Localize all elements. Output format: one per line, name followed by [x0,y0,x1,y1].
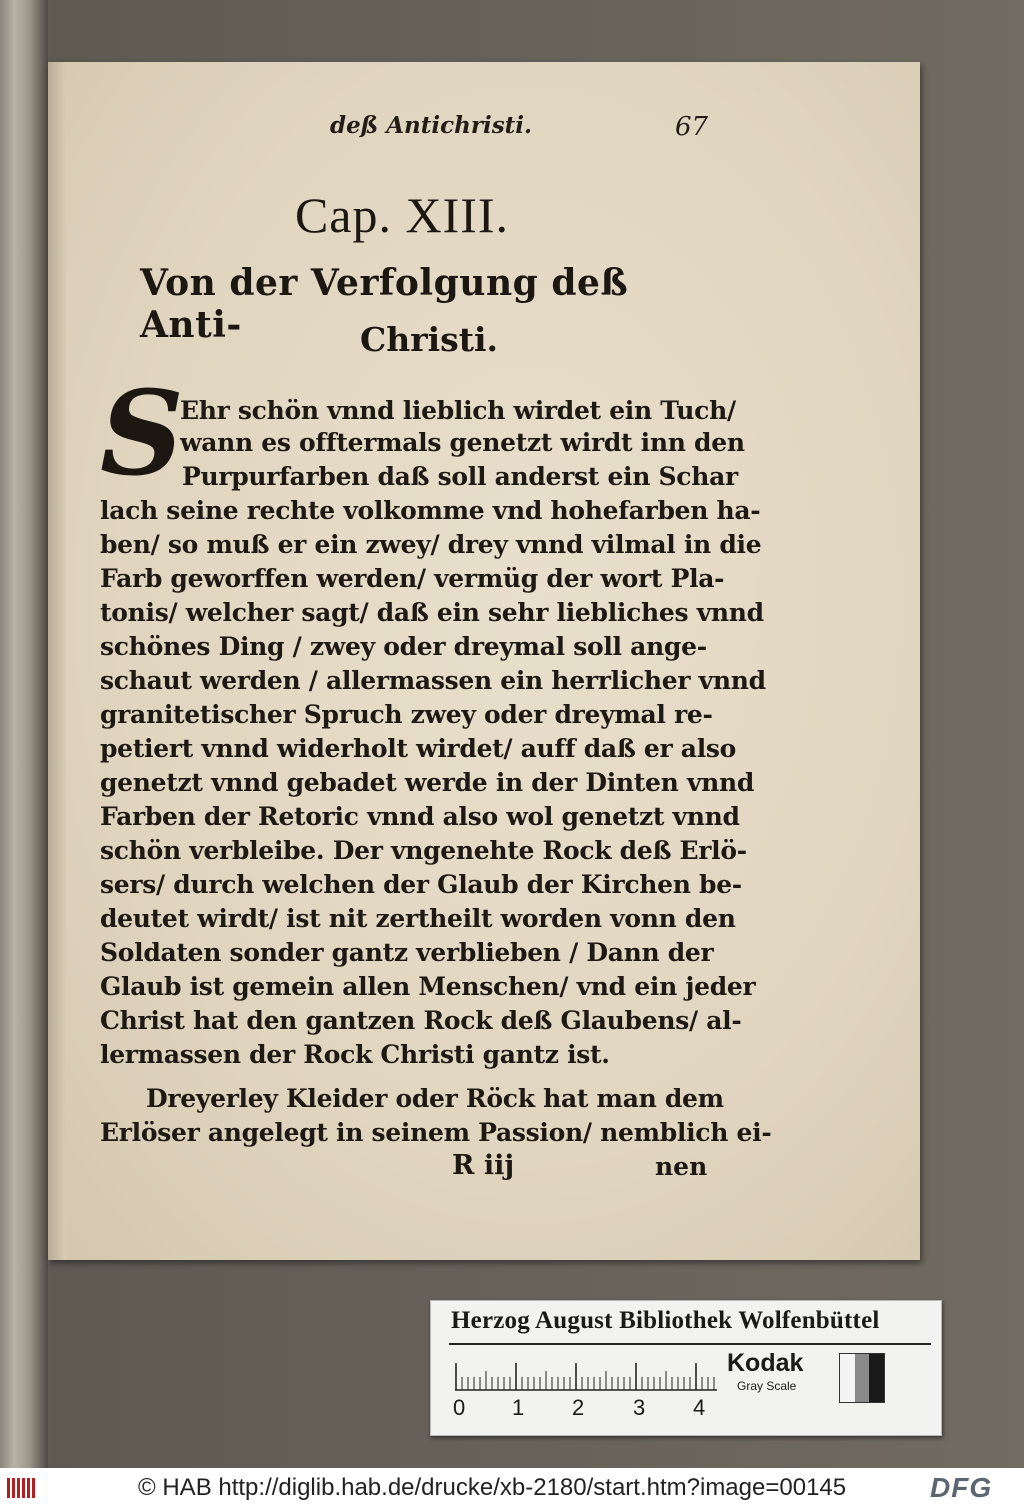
body-line: deutet wirdt/ ist nit zertheilt worden vonn den [100,904,736,933]
ruler-label: 4 [693,1395,706,1420]
footer-bar [0,1468,1024,1508]
body-line: wann es offtermals genetzt wirdt inn den [180,428,745,457]
body-line: Glaub ist gemein allen Menschen/ vnd ein jeder [100,972,756,1001]
library-name: Herzog August Bibliothek Wolfenbüttel [451,1307,880,1334]
body-line: tonis/ welcher sagt/ daß ein sehr liebliches vnnd [100,598,764,627]
body-line: Purpurfarben daß soll anderst ein Schar [182,462,738,491]
kodak-logo: Kodak [727,1349,804,1377]
body-line: schaut werden / allermassen ein herrlicher vnnd [100,666,766,695]
body-line: Farben der Retoric vnnd also wol genetzt vnnd [100,802,740,831]
body-line: Christ hat den gantzen Rock deß Glaubens/ al- [100,1006,742,1035]
catchword: nen [655,1152,708,1181]
ruler-label: 3 [633,1395,646,1420]
dfg-logo: DFG [930,1472,993,1503]
body-line: Erlöser angelegt in seinem Passion/ nemblich ei- [100,1118,772,1147]
library-logo-icon [6,1476,40,1500]
body-line: Dreyerley Kleider oder Röck hat man dem [146,1084,724,1113]
copyright-link[interactable]: © HAB http://diglib.hab.de/drucke/xb-2180/start.htm?image=00145 [138,1474,847,1501]
ruler-label: 0 [453,1395,466,1420]
ruler-scale [455,1361,717,1391]
body-line: Soldaten sonder gantz verblieben / Dann der [100,938,714,967]
body-line: lach seine rechte volkomme vnd hohefarben ha- [100,496,761,525]
body-line: petiert vnnd widerholt wirdet/ auff daß er also [100,734,737,763]
gray-swatches [839,1353,885,1403]
swatch-black [869,1354,884,1402]
body-line: Ehr schön vnnd lieblich wirdet ein Tuch/ [180,396,736,425]
body-line: Farb geworffen werden/ vermüg der wort Pla- [100,564,725,593]
page-number: 67 [675,112,709,142]
decorated-initial: S [100,366,184,502]
swatch-gray [855,1354,870,1402]
chapter-title-line-1: Von der Verfolgung deß Anti- [140,262,629,346]
body-line: ben/ so muß er ein zwey/ drey vnnd vilmal in die [100,530,762,559]
card-divider [449,1343,931,1345]
body-line: genetzt vnnd gebadet werde in der Dinten vnnd [100,768,755,797]
gray-scale-label: Gray Scale [737,1379,797,1393]
body-line: lermassen der Rock Christi gantz ist. [100,1040,610,1069]
color-calibration-card [430,1300,942,1436]
ruler-label: 2 [572,1395,585,1420]
body-line: schönes Ding / zwey oder dreymal soll ange- [100,632,707,661]
ruler-label: 1 [512,1395,525,1420]
chapter-heading: Cap. XIII. [294,187,510,243]
swatch-white [840,1354,855,1402]
body-line: granitetischer Spruch zwey oder dreymal re- [100,700,713,729]
body-line: schön verbleibe. Der vngenehte Rock deß Erlö- [100,836,747,865]
chapter-title-line-2: Christi. [360,320,499,359]
signature-mark: R iij [452,1150,515,1181]
running-head: deß Antichristi. [330,112,533,139]
body-line: sers/ durch welchen der Glaub der Kirchen be- [100,870,742,899]
